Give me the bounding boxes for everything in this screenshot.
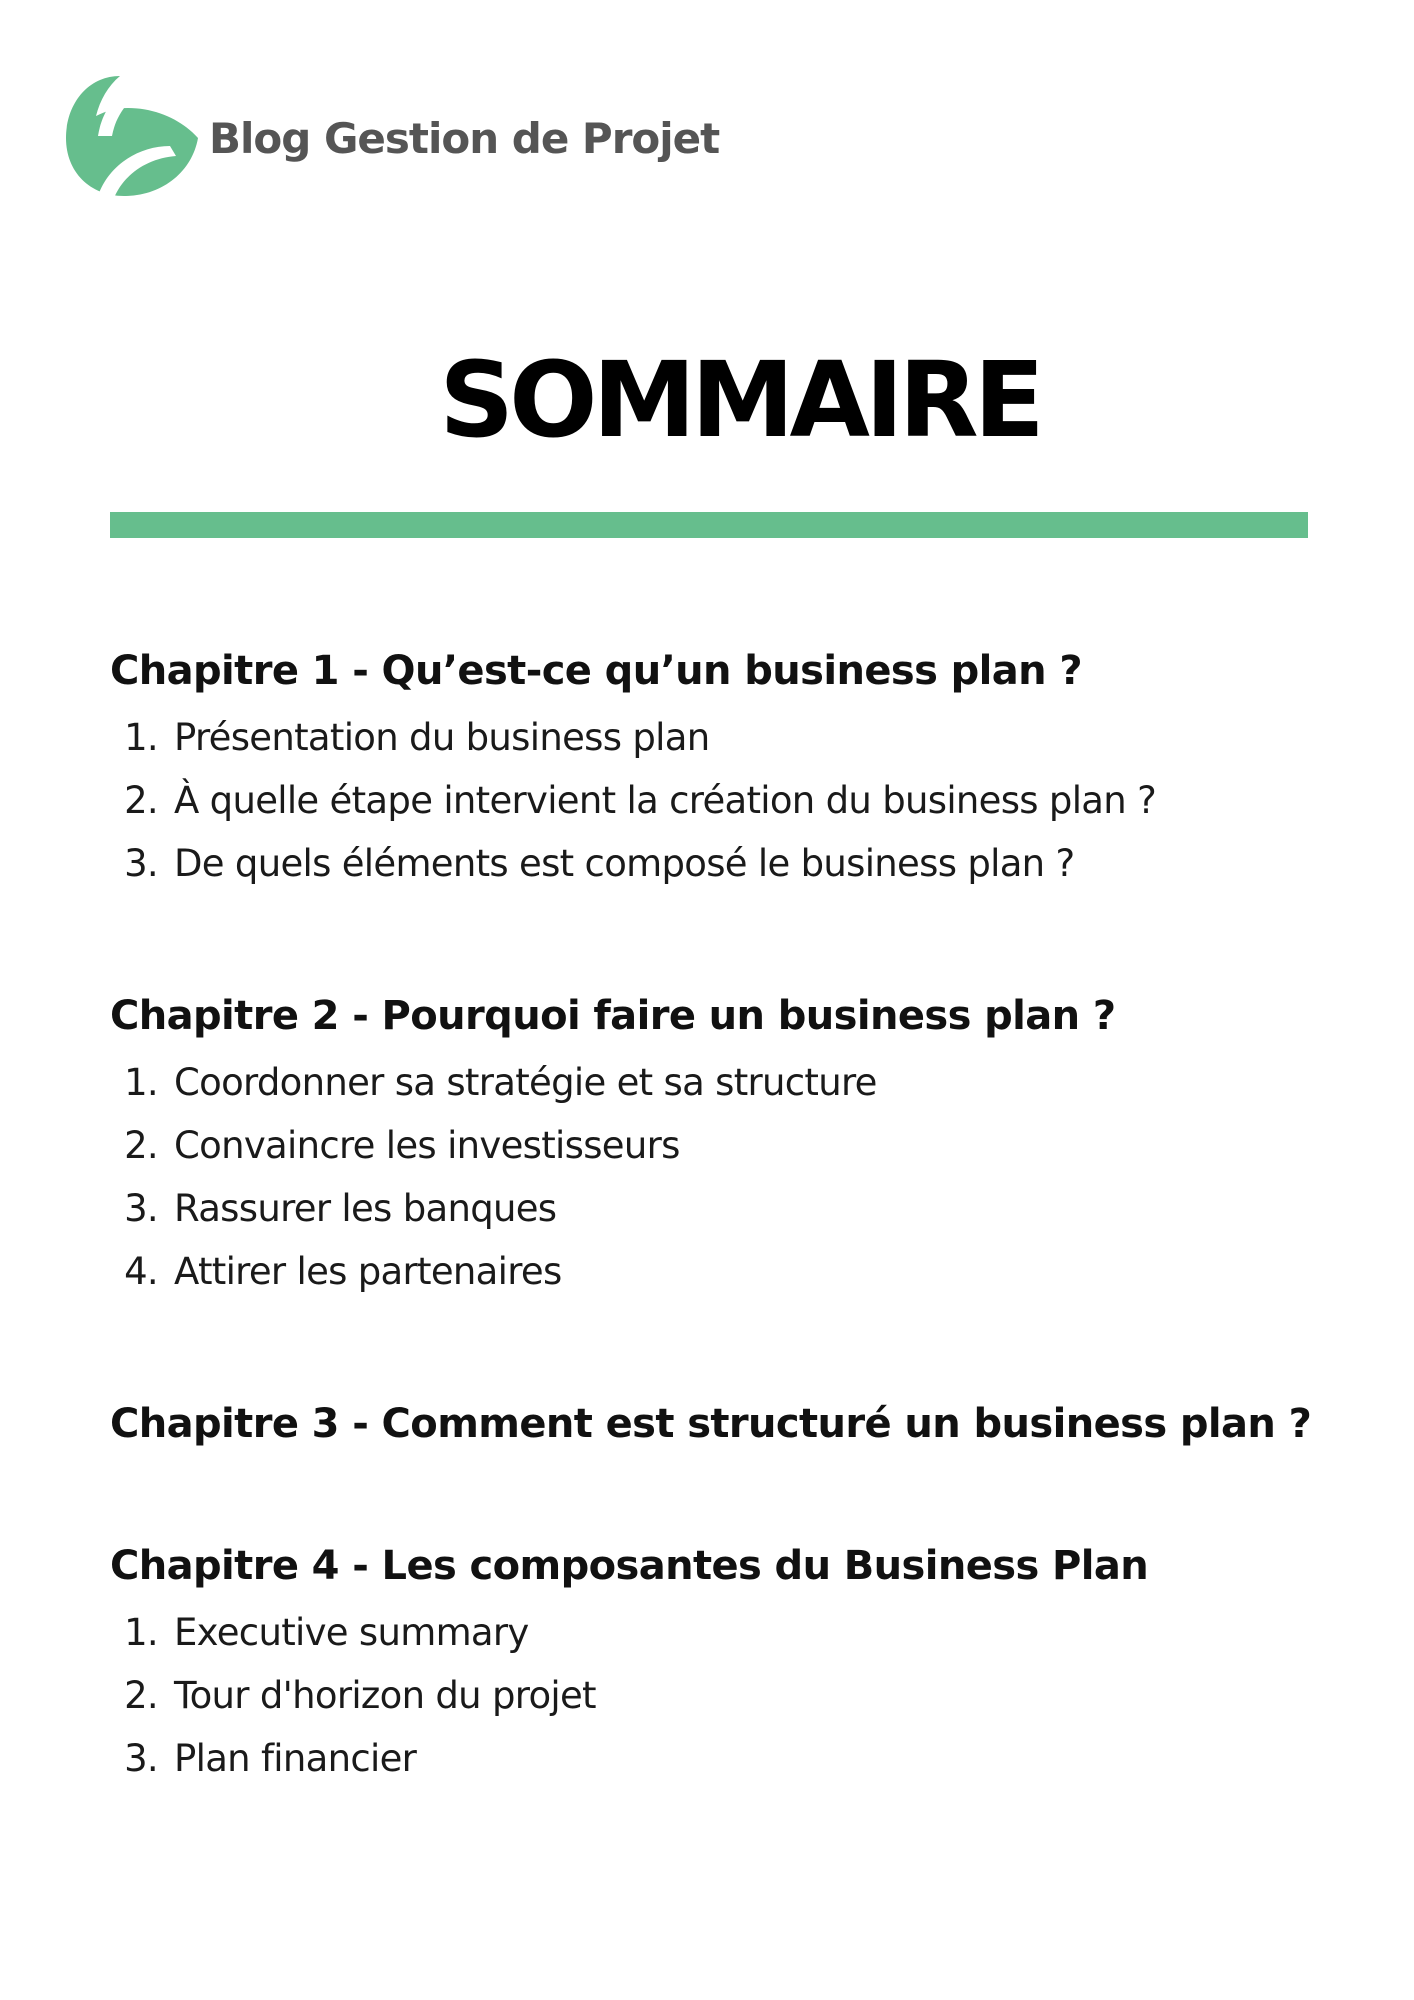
list-item xyxy=(110,1601,1350,1664)
item-label: Attirer les partenaires xyxy=(174,1250,562,1293)
item-number: 2. xyxy=(124,779,158,822)
item-number: 3. xyxy=(124,842,158,885)
item-label: Convaincre les investisseurs xyxy=(174,1124,680,1167)
item-number: 1. xyxy=(124,1061,158,1104)
item-label: Executive summary xyxy=(174,1611,529,1654)
chapter-2 xyxy=(110,985,1350,1303)
item-label: Coordonner sa stratégie et sa structure xyxy=(174,1061,877,1104)
item-number: 3. xyxy=(124,1737,158,1780)
list-item xyxy=(110,1114,1350,1177)
page-title: SOMMAIRE xyxy=(439,339,1040,461)
title-divider xyxy=(110,512,1308,538)
table-of-contents xyxy=(110,640,1350,1880)
logo-text: Blog Gestion de Projet xyxy=(209,113,720,163)
chapter-1 xyxy=(110,640,1350,895)
chapter-title: Chapitre 4 - Les composantes du Business Plan xyxy=(110,1543,1149,1589)
chapter-title: Chapitre 2 - Pourquoi faire un business plan ? xyxy=(110,993,1116,1039)
item-number: 4. xyxy=(124,1250,158,1293)
list-item xyxy=(110,1727,1350,1790)
list-item xyxy=(110,1177,1350,1240)
list-item xyxy=(110,769,1350,832)
item-label: De quels éléments est composé le business plan ? xyxy=(174,842,1075,885)
item-label: Tour d'horizon du projet xyxy=(174,1674,596,1717)
item-number: 1. xyxy=(124,1611,158,1654)
list-item xyxy=(110,832,1350,895)
item-label: Plan financier xyxy=(174,1737,417,1780)
chapter-items xyxy=(110,1601,1350,1790)
logo xyxy=(58,70,719,200)
item-number: 3. xyxy=(124,1187,158,1230)
list-item xyxy=(110,706,1350,769)
list-item xyxy=(110,1240,1350,1303)
item-number: 2. xyxy=(124,1674,158,1717)
list-item xyxy=(110,1664,1350,1727)
chapter-items xyxy=(110,706,1350,895)
item-number: 1. xyxy=(124,716,158,759)
chapter-3 xyxy=(110,1393,1350,1455)
item-label: À quelle étape intervient la création du business plan ? xyxy=(174,779,1157,822)
chapter-title: Chapitre 3 - Comment est structuré un business plan ? xyxy=(110,1401,1312,1447)
chapter-items xyxy=(110,1051,1350,1303)
item-label: Présentation du business plan xyxy=(174,716,710,759)
list-item xyxy=(110,1051,1350,1114)
chapter-title: Chapitre 1 - Qu’est-ce qu’un business plan ? xyxy=(110,648,1082,694)
leaf-logo-icon xyxy=(58,70,203,200)
item-number: 2. xyxy=(124,1124,158,1167)
item-label: Rassurer les banques xyxy=(174,1187,557,1230)
chapter-4 xyxy=(110,1535,1350,1790)
